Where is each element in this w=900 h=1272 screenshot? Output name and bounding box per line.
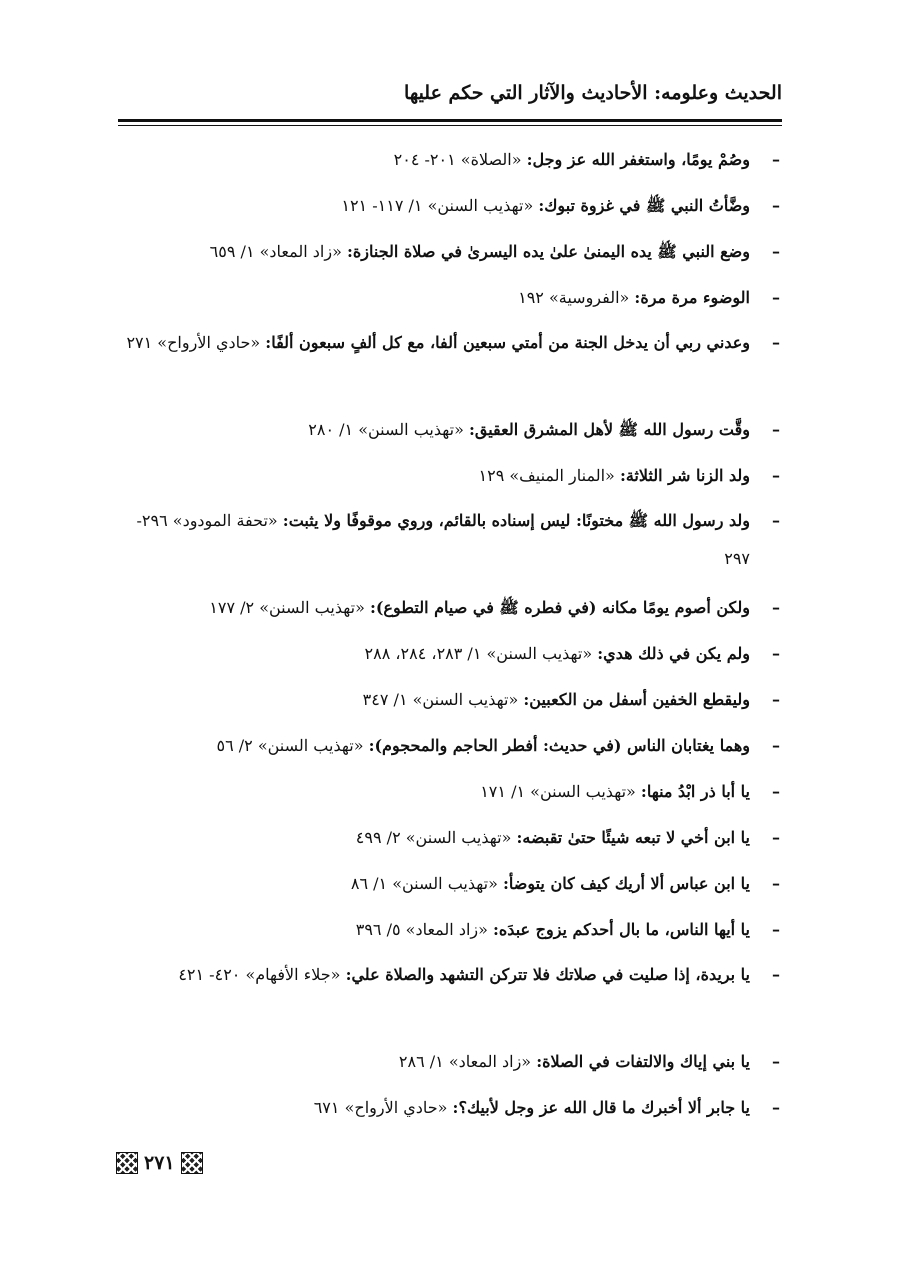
list-item: – وضَّأتُ النبي ﷺ في غزوة تبوك: «تهذيب السنن» ١/ ١١٧- ١٢١ bbox=[341, 196, 780, 215]
list-item: – يا جابر ألا أخبرك ما قال الله عز وجل لأبيك؟: «حادي الأرواح» ٦٧١ bbox=[313, 1098, 780, 1117]
header-rule-thin bbox=[118, 125, 782, 126]
page-footer bbox=[116, 1152, 203, 1174]
decorative-square-icon bbox=[116, 1152, 138, 1174]
list-item: – ولد رسول الله ﷺ مختونًا: ليس إسناده بالقائم، وروي موقوفًا ولا يثبت: «تحفة المودود» ٢٩٦- ٢٩٧ bbox=[136, 511, 780, 568]
list-item: – يا أبا ذر ابْدُ منها: «تهذيب السنن» ١/ ١٧١ bbox=[480, 782, 780, 801]
hadith-index-list bbox=[110, 140, 780, 1134]
list-item: – وضع النبي ﷺ يده اليمنىٰ علىٰ يده اليسرىٰ في صلاة الجنازة: «زاد المعاد» ١/ ٦٥٩ bbox=[209, 242, 780, 261]
list-item: – يا ابن عباس ألا أريك كيف كان يتوضأ: «تهذيب السنن» ١/ ٨٦ bbox=[350, 874, 780, 893]
list-item: – يا أيها الناس، ما بال أحدكم يزوج عبدَه: «زاد المعاد» ٥/ ٣٩٦ bbox=[355, 920, 780, 939]
list-item: – يا ابن أخي لا تبعه شيئًا حتىٰ تقبضه: «تهذيب السنن» ٢/ ٤٩٩ bbox=[355, 828, 780, 847]
list-item: – ولد الزنا شر الثلاثة: «المنار المنيف» ١٢٩ bbox=[478, 466, 780, 485]
list-item: – الوضوء مرة مرة: «الفروسية» ١٩٢ bbox=[518, 288, 780, 307]
list-item: – وعدني ربي أن يدخل الجنة من أمتي سبعين ألفا، مع كل ألفٍ سبعون ألفًا: «حادي الأرواح» ٢٧١ bbox=[126, 333, 780, 352]
list-item: – يا بني إياك والالتفات في الصلاة: «زاد المعاد» ١/ ٢٨٦ bbox=[398, 1052, 780, 1071]
header-rule-thick bbox=[118, 119, 782, 122]
list-item: – ولكن أصوم يومًا مكانه (في فطره ﷺ في صيام التطوع): «تهذيب السنن» ٢/ ١٧٧ bbox=[209, 598, 780, 617]
page-number: ٢٧١ bbox=[144, 1152, 175, 1174]
list-item: – وصُمْ يومًا، واستغفر الله عز وجل: «الصلاة» ٢٠١- ٢٠٤ bbox=[393, 150, 780, 169]
decorative-square-icon bbox=[181, 1152, 203, 1174]
list-item: – وقَّت رسول الله ﷺ لأهل المشرق العقيق: «تهذيب السنن» ١/ ٢٨٠ bbox=[308, 420, 780, 439]
list-item: – وهما يغتابان الناس (في حديث: أفطر الحاجم والمحجوم): «تهذيب السنن» ٢/ ٥٦ bbox=[216, 736, 780, 755]
running-header-title: الحديث وعلومه: الأحاديث والآثار التي حكم عليها bbox=[404, 82, 782, 104]
list-item: – يا بريدة، إذا صليت في صلاتك فلا تتركن التشهد والصلاة علي: «جلاء الأفهام» ٤٢٠- ٤٢١ bbox=[178, 965, 780, 984]
list-item: – وليقطع الخفين أسفل من الكعبين: «تهذيب السنن» ١/ ٣٤٧ bbox=[362, 690, 780, 709]
list-item: – ولم يكن في ذلك هدي: «تهذيب السنن» ١/ ٢٨٣، ٢٨٤، ٢٨٨ bbox=[364, 644, 780, 663]
